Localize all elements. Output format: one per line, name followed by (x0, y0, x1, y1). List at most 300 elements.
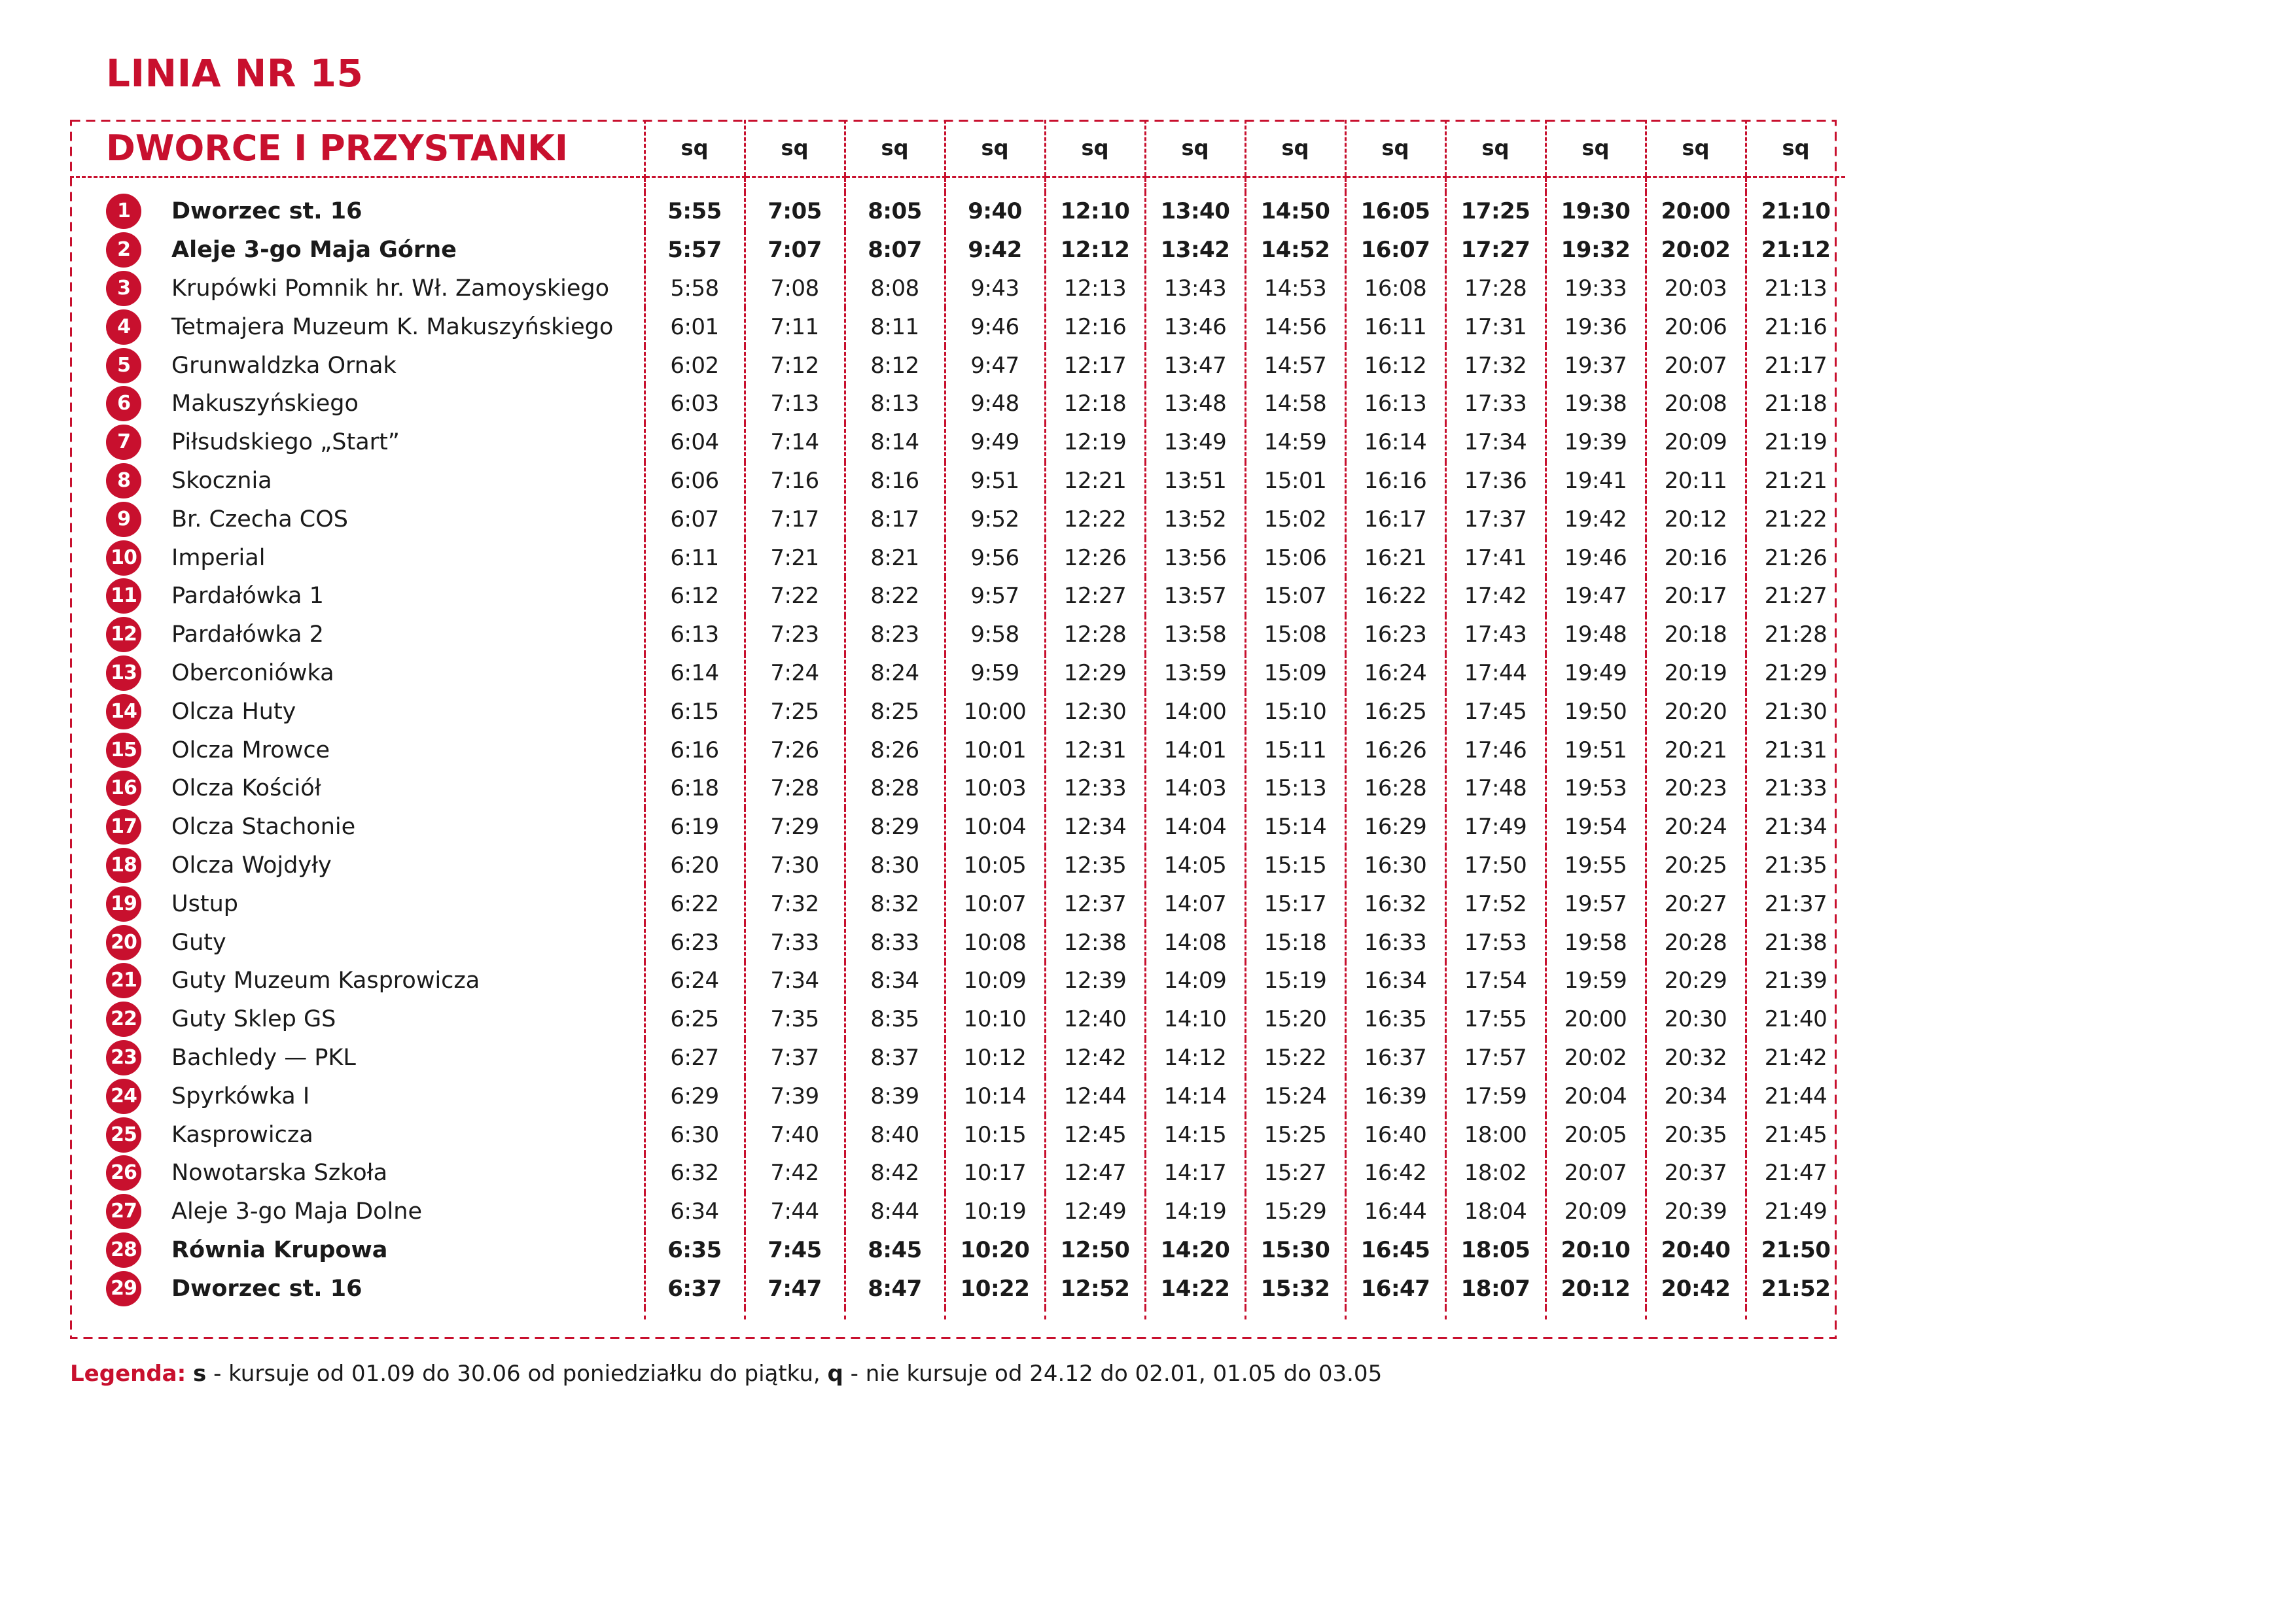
departure-time: 12:19 (1045, 423, 1145, 462)
departure-time: 16:11 (1345, 307, 1445, 346)
stop-cell (70, 654, 645, 693)
stop-cell (70, 846, 645, 885)
stop-number-badge: 21 (106, 963, 141, 998)
departure-time: 15:19 (1245, 962, 1345, 1000)
table-row (70, 346, 1845, 385)
departure-time: 21:29 (1746, 654, 1845, 693)
departure-time: 7:32 (745, 884, 845, 923)
course-header: sq (1646, 120, 1746, 177)
departure-time: 6:04 (645, 423, 745, 462)
stop-cell (70, 962, 645, 1000)
departure-time: 9:56 (945, 538, 1045, 577)
departure-time: 12:12 (1045, 231, 1145, 270)
departure-time: 10:04 (945, 808, 1045, 846)
departure-time: 9:42 (945, 231, 1045, 270)
departure-time: 7:30 (745, 846, 845, 885)
departure-time: 14:20 (1145, 1231, 1245, 1270)
departure-time: 21:39 (1746, 962, 1845, 1000)
departure-time: 14:19 (1145, 1193, 1245, 1231)
departure-time: 20:16 (1646, 538, 1746, 577)
departure-time: 15:32 (1245, 1269, 1345, 1308)
departure-time: 13:49 (1145, 423, 1245, 462)
table-row (70, 423, 1845, 462)
departure-time: 6:07 (645, 500, 745, 538)
departure-time: 14:59 (1245, 423, 1345, 462)
stop-number-badge: 5 (106, 348, 141, 383)
departure-time: 6:30 (645, 1115, 745, 1154)
departure-time: 17:59 (1445, 1077, 1545, 1115)
departure-time: 14:05 (1145, 846, 1245, 885)
stop-cell (70, 616, 645, 654)
departure-time: 7:26 (745, 731, 845, 769)
stop-name: Olcza Mrowce (171, 737, 330, 763)
stop-number-badge: 25 (106, 1117, 141, 1153)
course-header: sq (1345, 120, 1445, 177)
departure-time: 19:33 (1545, 270, 1646, 308)
departure-time: 12:21 (1045, 462, 1145, 500)
departure-time: 8:47 (845, 1269, 945, 1308)
stop-number-badge: 1 (106, 194, 141, 229)
departure-time: 17:43 (1445, 616, 1545, 654)
departure-time: 21:21 (1746, 462, 1845, 500)
departure-time: 20:09 (1646, 423, 1746, 462)
departure-time: 17:36 (1445, 462, 1545, 500)
departure-time: 16:24 (1345, 654, 1445, 693)
departure-time: 19:57 (1545, 884, 1646, 923)
departure-time: 14:07 (1145, 884, 1245, 923)
stop-cell (70, 1231, 645, 1270)
departure-time: 7:47 (745, 1269, 845, 1308)
course-header: sq (1746, 120, 1845, 177)
course-header: sq (1545, 120, 1646, 177)
stop-cell (70, 1039, 645, 1077)
stop-name: Tetmajera Muzeum K. Makuszyńskiego (171, 313, 614, 340)
departure-time: 7:08 (745, 270, 845, 308)
departure-time: 20:32 (1646, 1039, 1746, 1077)
departure-time: 13:47 (1145, 346, 1245, 385)
stop-number-badge: 18 (106, 848, 141, 883)
departure-time: 14:09 (1145, 962, 1245, 1000)
stop-number-badge: 10 (106, 540, 141, 576)
departure-time: 21:13 (1746, 270, 1845, 308)
stop-name: Olcza Stachonie (171, 814, 356, 841)
departure-time: 6:37 (645, 1269, 745, 1308)
departure-time: 8:24 (845, 654, 945, 693)
departure-time: 21:49 (1746, 1193, 1845, 1231)
departure-time: 10:10 (945, 1000, 1045, 1039)
departure-time: 16:33 (1345, 923, 1445, 962)
stop-name: Piłsudskiego „Start” (171, 429, 400, 456)
table-row (70, 1039, 1845, 1077)
departure-time: 21:42 (1746, 1039, 1845, 1077)
departure-time: 20:35 (1646, 1115, 1746, 1154)
stop-cell (70, 1000, 645, 1039)
departure-time: 21:16 (1746, 307, 1845, 346)
legend-s-key: s (193, 1361, 207, 1387)
stop-number-badge: 20 (106, 925, 141, 960)
departure-time: 8:16 (845, 462, 945, 500)
table-row (70, 1077, 1845, 1115)
table-row (70, 1154, 1845, 1193)
stop-cell (70, 731, 645, 769)
departure-time: 16:39 (1345, 1077, 1445, 1115)
departure-time: 21:44 (1746, 1077, 1845, 1115)
departure-time: 20:37 (1646, 1154, 1746, 1193)
departure-time: 10:17 (945, 1154, 1045, 1193)
stop-cell (70, 346, 645, 385)
departure-time: 6:32 (645, 1154, 745, 1193)
departure-time: 8:44 (845, 1193, 945, 1231)
departure-time: 9:58 (945, 616, 1045, 654)
departure-time: 16:44 (1345, 1193, 1445, 1231)
departure-time: 6:35 (645, 1231, 745, 1270)
departure-time: 7:40 (745, 1115, 845, 1154)
departure-time: 20:28 (1646, 923, 1746, 962)
departure-time: 7:44 (745, 1193, 845, 1231)
departure-time: 17:25 (1445, 192, 1545, 231)
departure-time: 8:42 (845, 1154, 945, 1193)
stop-number-badge: 13 (106, 655, 141, 691)
departure-time: 16:07 (1345, 231, 1445, 270)
departure-time: 20:34 (1646, 1077, 1746, 1115)
departure-time: 18:05 (1445, 1231, 1545, 1270)
table-row (70, 846, 1845, 885)
departure-time: 6:06 (645, 462, 745, 500)
departure-time: 7:16 (745, 462, 845, 500)
departure-time: 16:47 (1345, 1269, 1445, 1308)
departure-time: 20:02 (1646, 231, 1746, 270)
stop-cell (70, 923, 645, 962)
stop-number-badge: 23 (106, 1040, 141, 1075)
departure-time: 9:46 (945, 307, 1045, 346)
departure-time: 8:35 (845, 1000, 945, 1039)
departure-time: 12:30 (1045, 692, 1145, 731)
departure-time: 14:17 (1145, 1154, 1245, 1193)
stop-cell (70, 462, 645, 500)
stop-cell (70, 423, 645, 462)
departure-time: 6:34 (645, 1193, 745, 1231)
departure-time: 20:21 (1646, 731, 1746, 769)
departure-time: 20:03 (1646, 270, 1746, 308)
departure-time: 6:11 (645, 538, 745, 577)
departure-time: 17:32 (1445, 346, 1545, 385)
departure-time: 15:27 (1245, 1154, 1345, 1193)
departure-time: 13:40 (1145, 192, 1245, 231)
departure-time: 6:01 (645, 307, 745, 346)
departure-time: 7:34 (745, 962, 845, 1000)
departure-time: 20:02 (1545, 1039, 1646, 1077)
departure-time: 12:52 (1045, 1269, 1145, 1308)
departure-time: 20:23 (1646, 769, 1746, 808)
table-row (70, 1115, 1845, 1154)
departure-time: 13:52 (1145, 500, 1245, 538)
stop-cell (70, 884, 645, 923)
departure-time: 6:24 (645, 962, 745, 1000)
table-row (70, 731, 1845, 769)
departure-time: 19:50 (1545, 692, 1646, 731)
stop-number-badge: 7 (106, 425, 141, 460)
departure-time: 8:13 (845, 385, 945, 423)
departure-time: 21:38 (1746, 923, 1845, 962)
table-row (70, 192, 1845, 231)
departure-time: 8:12 (845, 346, 945, 385)
stop-number-badge: 4 (106, 309, 141, 345)
departure-time: 9:52 (945, 500, 1045, 538)
departure-time: 15:20 (1245, 1000, 1345, 1039)
departure-time: 8:34 (845, 962, 945, 1000)
timetable-header (70, 120, 1845, 177)
departure-time: 17:41 (1445, 538, 1545, 577)
departure-time: 19:54 (1545, 808, 1646, 846)
departure-time: 8:11 (845, 307, 945, 346)
departure-time: 8:07 (845, 231, 945, 270)
departure-time: 8:22 (845, 577, 945, 616)
departure-time: 12:33 (1045, 769, 1145, 808)
stop-number-badge: 6 (106, 386, 141, 421)
departure-time: 12:34 (1045, 808, 1145, 846)
stops-column-header: DWORCE I PRZYSTANKI (70, 120, 645, 177)
departure-time: 20:00 (1646, 192, 1746, 231)
course-header: sq (945, 120, 1045, 177)
departure-time: 8:45 (845, 1231, 945, 1270)
stop-name: Guty Sklep GS (171, 1006, 336, 1033)
departure-time: 21:35 (1746, 846, 1845, 885)
departure-time: 19:49 (1545, 654, 1646, 693)
departure-time: 20:40 (1646, 1231, 1746, 1270)
departure-time: 12:27 (1045, 577, 1145, 616)
table-row (70, 654, 1845, 693)
departure-time: 20:17 (1646, 577, 1746, 616)
departure-time: 14:22 (1145, 1269, 1245, 1308)
departure-time: 15:24 (1245, 1077, 1345, 1115)
departure-time: 13:56 (1145, 538, 1245, 577)
departure-time: 17:52 (1445, 884, 1545, 923)
departure-time: 8:37 (845, 1039, 945, 1077)
stop-number-badge: 11 (106, 578, 141, 614)
departure-time: 5:55 (645, 192, 745, 231)
departure-time: 12:47 (1045, 1154, 1145, 1193)
stop-cell (70, 307, 645, 346)
departure-time: 15:29 (1245, 1193, 1345, 1231)
departure-time: 10:22 (945, 1269, 1045, 1308)
departure-time: 21:52 (1746, 1269, 1845, 1308)
departure-time: 19:36 (1545, 307, 1646, 346)
departure-time: 17:50 (1445, 846, 1545, 885)
stop-name: Pardałówka 1 (171, 583, 324, 610)
departure-time: 13:48 (1145, 385, 1245, 423)
departure-time: 8:26 (845, 731, 945, 769)
stop-cell (70, 769, 645, 808)
stop-number-badge: 16 (106, 771, 141, 806)
timetable-body (70, 177, 1845, 1320)
departure-time: 16:35 (1345, 1000, 1445, 1039)
departure-time: 16:26 (1345, 731, 1445, 769)
departure-time: 8:17 (845, 500, 945, 538)
departure-time: 20:27 (1646, 884, 1746, 923)
departure-time: 14:52 (1245, 231, 1345, 270)
legend-q-key: q (827, 1361, 843, 1387)
departure-time: 20:07 (1646, 346, 1746, 385)
departure-time: 21:12 (1746, 231, 1845, 270)
departure-time: 8:23 (845, 616, 945, 654)
departure-time: 9:48 (945, 385, 1045, 423)
departure-time: 12:42 (1045, 1039, 1145, 1077)
departure-time: 12:49 (1045, 1193, 1145, 1231)
departure-time: 10:15 (945, 1115, 1045, 1154)
stop-number-badge: 17 (106, 809, 141, 845)
stop-cell (70, 1077, 645, 1115)
stop-name: Kasprowicza (171, 1121, 313, 1148)
departure-time: 10:01 (945, 731, 1045, 769)
stop-name: Guty (171, 929, 226, 956)
departure-time: 8:30 (845, 846, 945, 885)
departure-time: 19:47 (1545, 577, 1646, 616)
departure-time: 10:00 (945, 692, 1045, 731)
departure-time: 7:25 (745, 692, 845, 731)
departure-time: 14:04 (1145, 808, 1245, 846)
stop-number-badge: 15 (106, 733, 141, 768)
departure-time: 21:30 (1746, 692, 1845, 731)
table-row (70, 231, 1845, 270)
stop-number-badge: 19 (106, 886, 141, 922)
legend (70, 1361, 1382, 1387)
departure-time: 14:14 (1145, 1077, 1245, 1115)
departure-time: 12:37 (1045, 884, 1145, 923)
course-header: sq (1445, 120, 1545, 177)
departure-time: 14:10 (1145, 1000, 1245, 1039)
departure-time: 20:07 (1545, 1154, 1646, 1193)
departure-time: 10:07 (945, 884, 1045, 923)
departure-time: 16:29 (1345, 808, 1445, 846)
departure-time: 16:34 (1345, 962, 1445, 1000)
departure-time: 20:19 (1646, 654, 1746, 693)
departure-time: 21:45 (1746, 1115, 1845, 1154)
departure-time: 16:14 (1345, 423, 1445, 462)
departure-time: 15:09 (1245, 654, 1345, 693)
departure-time: 7:39 (745, 1077, 845, 1115)
departure-time: 14:53 (1245, 270, 1345, 308)
stop-name: Br. Czecha COS (171, 506, 348, 532)
departure-time: 17:34 (1445, 423, 1545, 462)
stop-cell (70, 231, 645, 270)
departure-time: 14:56 (1245, 307, 1345, 346)
stop-name: Grunwaldzka Ornak (171, 352, 397, 379)
departure-time: 5:57 (645, 231, 745, 270)
table-row (70, 500, 1845, 538)
departure-time: 10:09 (945, 962, 1045, 1000)
departure-time: 19:38 (1545, 385, 1646, 423)
departure-time: 7:42 (745, 1154, 845, 1193)
departure-time: 20:06 (1646, 307, 1746, 346)
departure-time: 20:30 (1646, 1000, 1746, 1039)
departure-time: 6:18 (645, 769, 745, 808)
departure-time: 17:28 (1445, 270, 1545, 308)
stop-name: Imperial (171, 544, 266, 571)
departure-time: 20:24 (1646, 808, 1746, 846)
departure-time: 8:32 (845, 884, 945, 923)
departure-time: 17:54 (1445, 962, 1545, 1000)
departure-time: 19:32 (1545, 231, 1646, 270)
departure-time: 14:58 (1245, 385, 1345, 423)
departure-time: 8:29 (845, 808, 945, 846)
departure-time: 6:25 (645, 1000, 745, 1039)
departure-time: 16:05 (1345, 192, 1445, 231)
departure-time: 10:05 (945, 846, 1045, 885)
departure-time: 8:08 (845, 270, 945, 308)
stop-name: Oberconiówka (171, 659, 334, 686)
stop-name: Ustup (171, 890, 238, 917)
stop-cell (70, 692, 645, 731)
departure-time: 21:26 (1746, 538, 1845, 577)
departure-time: 21:17 (1746, 346, 1845, 385)
departure-time: 9:47 (945, 346, 1045, 385)
timetable (70, 120, 1845, 1319)
stop-number-badge: 22 (106, 1002, 141, 1037)
stop-number-badge: 9 (106, 502, 141, 537)
table-row (70, 385, 1845, 423)
departure-time: 12:26 (1045, 538, 1145, 577)
departure-time: 21:28 (1746, 616, 1845, 654)
departure-time: 17:45 (1445, 692, 1545, 731)
departure-time: 6:19 (645, 808, 745, 846)
departure-time: 6:03 (645, 385, 745, 423)
table-row (70, 1000, 1845, 1039)
departure-time: 21:47 (1746, 1154, 1845, 1193)
departure-time: 15:17 (1245, 884, 1345, 923)
departure-time: 15:13 (1245, 769, 1345, 808)
departure-time: 12:18 (1045, 385, 1145, 423)
departure-time: 12:40 (1045, 1000, 1145, 1039)
stop-cell (70, 577, 645, 616)
departure-time: 8:05 (845, 192, 945, 231)
departure-time: 16:21 (1345, 538, 1445, 577)
departure-time: 9:43 (945, 270, 1045, 308)
legend-q-text: - nie kursuje od 24.12 do 02.01, 01.05 do 03.05 (843, 1361, 1383, 1387)
stop-cell (70, 192, 645, 231)
departure-time: 15:30 (1245, 1231, 1345, 1270)
departure-time: 17:42 (1445, 577, 1545, 616)
stop-number-badge: 27 (106, 1194, 141, 1229)
departure-time: 12:50 (1045, 1231, 1145, 1270)
departure-time: 12:39 (1045, 962, 1145, 1000)
stop-name: Bachledy — PKL (171, 1044, 356, 1071)
departure-time: 12:29 (1045, 654, 1145, 693)
stop-name: Równia Krupowa (171, 1236, 388, 1263)
spacer-row (70, 177, 1845, 193)
table-row (70, 1231, 1845, 1270)
departure-time: 19:55 (1545, 846, 1646, 885)
departure-time: 16:37 (1345, 1039, 1445, 1077)
departure-time: 19:41 (1545, 462, 1646, 500)
stop-number-badge: 29 (106, 1271, 141, 1306)
departure-time: 7:22 (745, 577, 845, 616)
stop-number-badge: 26 (106, 1155, 141, 1191)
departure-time: 21:40 (1746, 1000, 1845, 1039)
departure-time: 20:25 (1646, 846, 1746, 885)
departure-time: 17:31 (1445, 307, 1545, 346)
table-row (70, 616, 1845, 654)
departure-time: 20:11 (1646, 462, 1746, 500)
departure-time: 15:15 (1245, 846, 1345, 885)
departure-time: 21:18 (1746, 385, 1845, 423)
departure-time: 6:15 (645, 692, 745, 731)
stop-name: Aleje 3-go Maja Górne (171, 237, 457, 264)
departure-time: 20:18 (1646, 616, 1746, 654)
departure-time: 19:46 (1545, 538, 1646, 577)
departure-time: 21:34 (1746, 808, 1845, 846)
stop-cell (70, 270, 645, 308)
departure-time: 21:10 (1746, 192, 1845, 231)
